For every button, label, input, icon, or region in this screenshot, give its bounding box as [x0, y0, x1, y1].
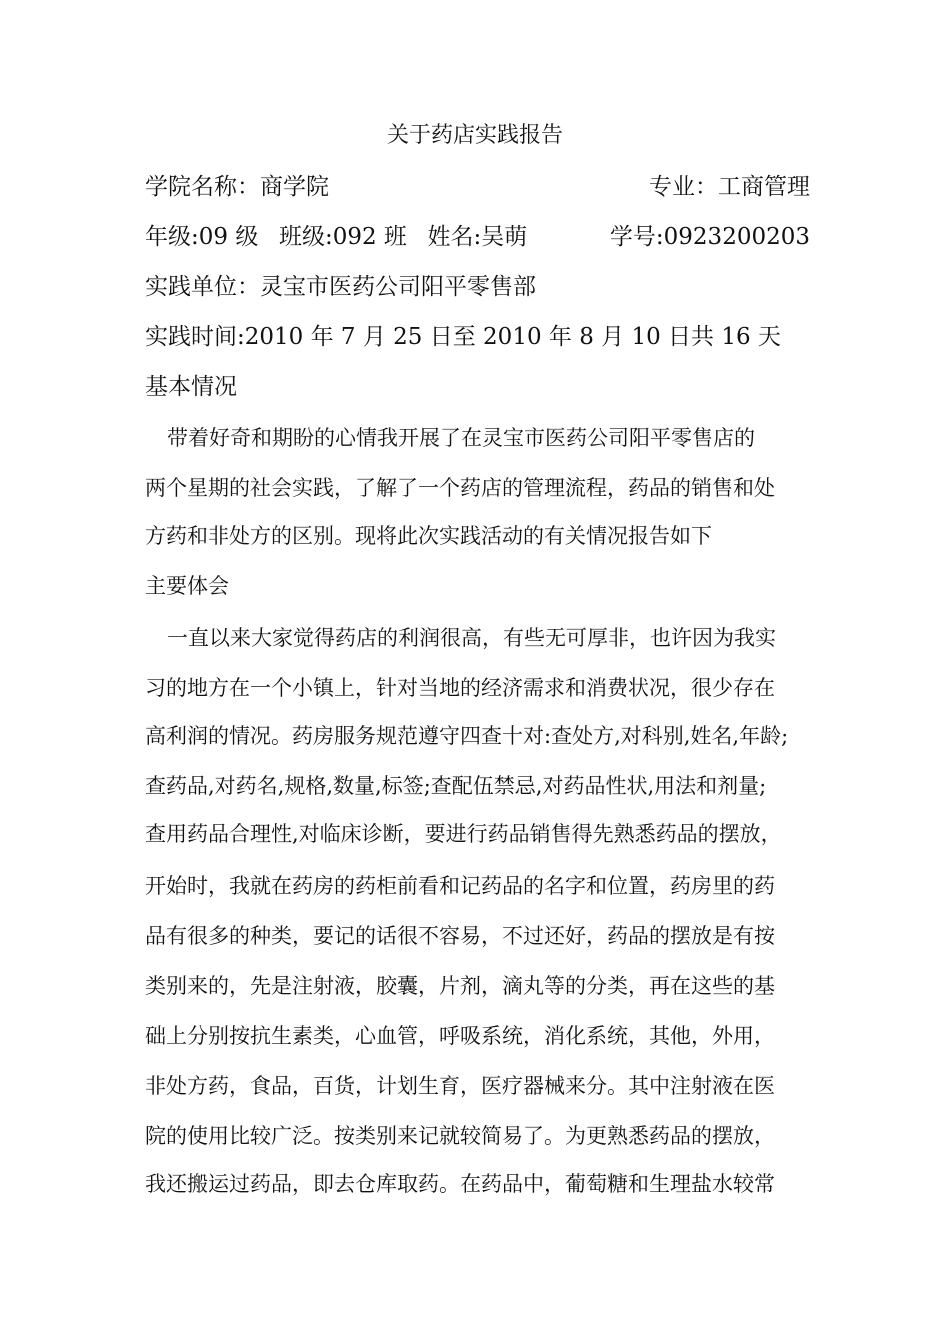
practice-time: 实践时间:2010 年 7 月 25 日至 2010 年 8 月 10 日共 16 天: [145, 324, 781, 350]
section-heading-basic: 基本情况: [145, 374, 237, 400]
section1-line: 两个星期的社会实践，了解了一个药店的管理流程，药品的销售和处: [145, 476, 775, 500]
section2-line: 础上分别按抗生素类，心血管，呼吸系统，消化系统，其他，外用，: [145, 1024, 775, 1048]
name-label: 姓名:吴萌: [427, 224, 528, 250]
section1-line: 方药和非处方的区别。现将此次实践活动的有关情况报告如下: [145, 524, 712, 548]
grade-label: 年级:09 级: [145, 224, 259, 250]
section2-line: 类别来的，先是注射液，胶囊，片剂，滴丸等的分类，再在这些的基: [145, 974, 775, 998]
section2-line: 查用药品合理性,对临床诊断，要进行药品销售得先熟悉药品的摆放，: [145, 822, 782, 846]
section2-line: 查药品,对药名,规格,数量,标签;查配伍禁忌,对药品性状,用法和剂量;: [145, 774, 767, 798]
section-heading-experience: 主要体会: [145, 574, 229, 598]
class-label: 班级:092 班: [278, 224, 407, 250]
practice-unit: 实践单位：灵宝市医药公司阳平零售部: [145, 274, 536, 300]
section2-line: 品有很多的种类，要记的话很不容易，不过还好，药品的摆放是有按: [145, 924, 775, 948]
info-row-college: [145, 168, 810, 201]
student-id-label: 学号:0923200203: [609, 224, 810, 250]
section2-line: 非处方药，食品，百货，计划生育，医疗器械来分。其中注射液在医: [145, 1074, 775, 1098]
section1-line: 带着好奇和期盼的心情我开展了在灵宝市医药公司阳平零售店的: [167, 426, 755, 450]
major-label: 专业：工商管理: [649, 174, 810, 200]
section2-line: 高利润的情况。药房服务规范遵守四查十对:查处方,对科别,姓名,年龄;: [145, 724, 789, 748]
section2-line: 一直以来大家觉得药店的利润很高，有些无可厚非，也许因为我实: [167, 626, 776, 650]
section2-line: 院的使用比较广泛。按类别来记就较简易了。为更熟悉药品的摆放，: [145, 1124, 775, 1148]
college-label: 学院名称：商学院: [145, 174, 329, 200]
section2-line: 我还搬运过药品，即去仓库取药。在药品中，葡萄糖和生理盐水较常: [145, 1172, 775, 1196]
section2-line: 习的地方在一个小镇上，针对当地的经济需求和消费状况，很少存在: [145, 676, 775, 700]
info-row-student: [145, 218, 810, 251]
document-title: 关于药店实践报告: [386, 123, 563, 148]
section2-line: 开始时，我就在药房的药柜前看和记药品的名字和位置，药房里的药: [145, 874, 775, 898]
